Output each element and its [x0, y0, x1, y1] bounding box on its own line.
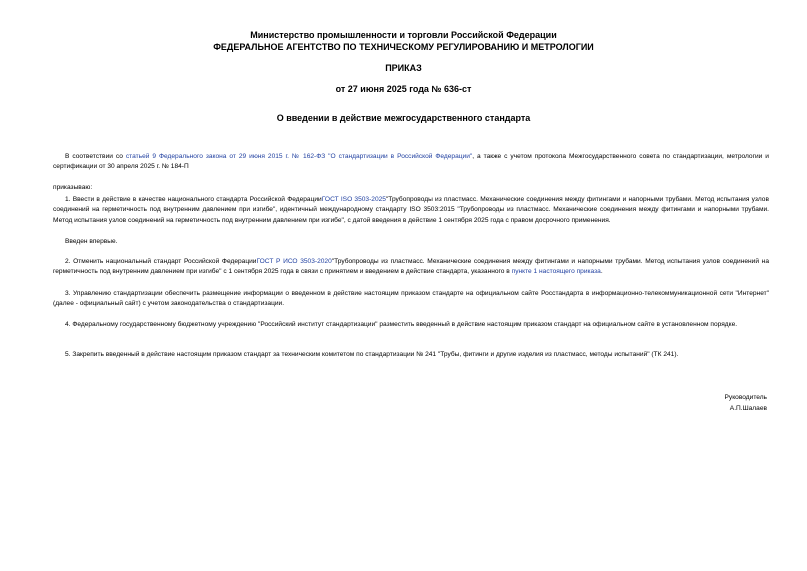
item-4-paragraph: 4. Федеральному государственному бюджетному учреждению "Российский институт стандартизации" разместить введенный в действие настоящим приказом стандарт на официальном сайте в установленном порядке.	[65, 321, 738, 328]
gost-r-iso-3503-2020-link[interactable]: ГОСТ Р ИСО 3503-2020	[256, 258, 332, 265]
item-1-paragraph	[53, 195, 769, 226]
item-2-text-start: 2. Отменить национальный стандарт Российской Федерации	[65, 258, 257, 265]
preamble-text-start: В соответствии со	[65, 153, 126, 160]
item-2-text-middle: "Трубопроводы из пластмасс. Механические соединения между фитингами и напорными трубами. Метод испытания узлов соединений на герметичность под внутренним давлением при изгибе" с 1 сентября 2025 года в связи с принятием и введением в действие стандарта, указанного в	[53, 258, 769, 276]
item-3-paragraph: 3. Управлению стандартизации обеспечить размещение информации о введенном в действие настоящим приказом стандарте на официальном сайте Росстандарта в информационно-телекоммуникационной сети "Интернет" (далее - официальный сайт) с учетом законодательства о стандартизации.	[53, 290, 769, 308]
federal-law-link[interactable]: статьей 9 Федерального закона от 29 июня 2015 г. № 162-ФЗ "О стандартизации в Российской Федерации"	[125, 153, 473, 160]
item-2-paragraph	[53, 257, 769, 278]
ministry-name: Министерство промышленности и торговли Российской Федерации	[250, 30, 557, 40]
agency-name: ФЕДЕРАЛЬНОЕ АГЕНТСТВО ПО ТЕХНИЧЕСКОМУ РЕГУЛИРОВАНИЮ И МЕТРОЛОГИИ	[213, 42, 594, 52]
order-word: приказываю:	[53, 184, 93, 191]
signature-position: Руководитель	[724, 394, 767, 401]
document-date-number: от 27 июня 2025 года № 636-ст	[335, 84, 472, 94]
signature-name: А.П.Шалаев	[729, 405, 767, 412]
preamble-paragraph	[53, 152, 769, 173]
preamble-text-end: , а также с учетом протокола Межгосударственного совета по стандартизации, метрологии и сертификации от 30 апреля 2025 г. № 184-П	[53, 153, 769, 171]
item-5-paragraph: 5. Закрепить введенный в действие настоящим приказом стандарт за техническим комитетом по стандартизации № 241 "Трубы, фитинги и другие изделия из пластмасс, методы испытаний" (ТК 241).	[65, 351, 679, 358]
gost-iso-3503-2025-link[interactable]: ГОСТ ISO 3503-2025	[321, 196, 386, 203]
item-2-text-end: .	[600, 268, 603, 276]
item-1-text-end: "Трубопроводы из пластмасс. Механические соединения между фитингами и напорными трубами. Метод испытания узлов соединений на герметичность под внутренним давлением при изгибе", идентичный международному стандарту ISO 3503:2015 "Трубопроводы из пластмасс. Механические соединения между фитингами и напорными трубами. Метод испытания узлов соединений на герметичность под внутренним давлением при изгибе", с датой введения в действие 1 сентября 2025 года с правом досрочного применения.	[53, 196, 769, 224]
item-1-text-start: 1. Ввести в действие в качестве национального стандарта Российской Федерации	[65, 196, 322, 203]
document-title: О введении в действие межгосударственного стандарта	[276, 113, 531, 123]
document-type: ПРИКАЗ	[385, 63, 422, 73]
item-1-reference-link[interactable]: пункте 1 настоящего приказа	[511, 268, 601, 276]
introduced-note: Введен впервые.	[65, 238, 118, 245]
